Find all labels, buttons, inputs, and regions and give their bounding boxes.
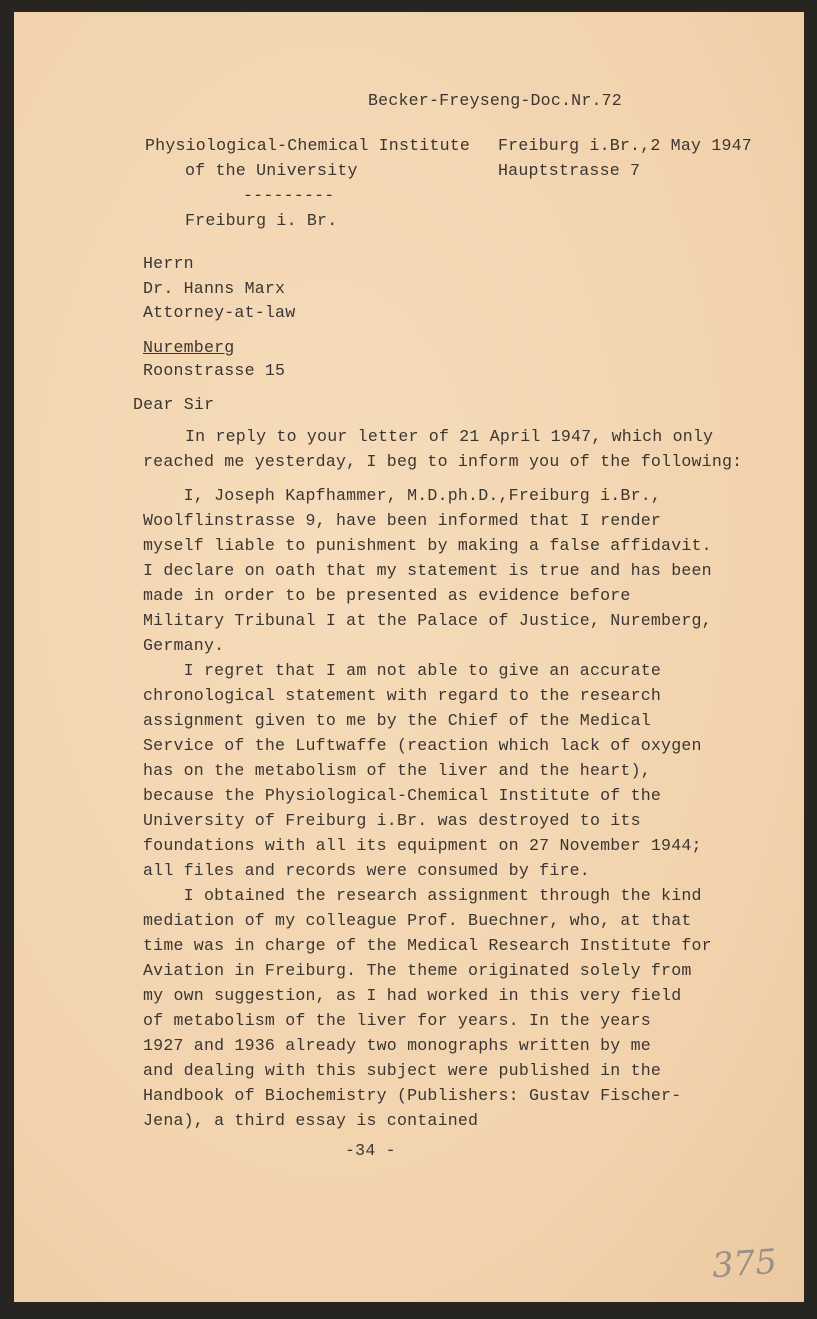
body-line: I declare on oath that my statement is true and has been xyxy=(143,561,712,580)
body-line: of metabolism of the liver for years. In the years xyxy=(143,1011,651,1030)
body-line: assignment given to me by the Chief of the Medical xyxy=(143,711,651,730)
recipient-herrn: Herrn xyxy=(143,254,194,273)
handwritten-archive-number: 375 xyxy=(710,1241,779,1287)
body-line: University of Freiburg i.Br. was destroyed to its xyxy=(143,811,641,830)
body-line: I regret that I am not able to give an accurate xyxy=(143,661,662,680)
sender-street: Hauptstrasse 7 xyxy=(498,161,641,180)
body-line: made in order to be presented as evidence before xyxy=(143,586,631,605)
body-line: Jena), a third essay is contained xyxy=(143,1111,479,1130)
body-line: all files and records were consumed by fire. xyxy=(143,861,590,880)
body-line: and dealing with this subject were published in the xyxy=(143,1061,662,1080)
body-line: mediation of my colleague Prof. Buechner, who, at that xyxy=(143,911,692,930)
body-line: foundations with all its equipment on 27 November 1944; xyxy=(143,836,702,855)
intro-line: In reply to your letter of 21 April 1947, which only xyxy=(185,427,714,446)
body-line: Handbook of Biochemistry (Publishers: Gustav Fischer- xyxy=(143,1086,682,1105)
body-line: myself liable to punishment by making a false affidavit. xyxy=(143,536,712,555)
recipient-name: Dr. Hanns Marx xyxy=(143,279,286,298)
body-line: has on the metabolism of the liver and the heart), xyxy=(143,761,651,780)
body-line: Woolflinstrasse 9, have been informed that I render xyxy=(143,511,662,530)
body-line: I, Joseph Kapfhammer, M.D.ph.D.,Freiburg i.Br., xyxy=(143,486,662,505)
document-page xyxy=(14,12,804,1302)
body-line: 1927 and 1936 already two monographs written by me xyxy=(143,1036,651,1055)
greeting: Dear Sir xyxy=(133,395,215,414)
place-date: Freiburg i.Br.,2 May 1947 xyxy=(498,136,752,155)
body-line: chronological statement with regard to the research xyxy=(143,686,662,705)
body-line: time was in charge of the Medical Research Institute for xyxy=(143,936,712,955)
body-line: I obtained the research assignment through the kind xyxy=(143,886,702,905)
sender-institute: Physiological-Chemical Institute xyxy=(145,136,471,155)
sender-city: Freiburg i. Br. xyxy=(185,211,338,230)
page-number: -34 - xyxy=(345,1141,396,1160)
recipient-street: Roonstrasse 15 xyxy=(143,361,286,380)
intro-line: reached me yesterday, I beg to inform you of the following: xyxy=(143,452,743,471)
recipient-title: Attorney-at-law xyxy=(143,303,296,322)
body-line: Germany. xyxy=(143,636,225,655)
body-line: Military Tribunal I at the Palace of Justice, Nuremberg, xyxy=(143,611,712,630)
body-line: Aviation in Freiburg. The theme originated solely from xyxy=(143,961,692,980)
sender-university: of the University xyxy=(185,161,358,180)
body-line: my own suggestion, as I had worked in this very field xyxy=(143,986,682,1005)
divider: --------- xyxy=(243,186,335,205)
body-line: Service of the Luftwaffe (reaction which lack of oxygen xyxy=(143,736,702,755)
body-line: because the Physiological-Chemical Institute of the xyxy=(143,786,662,805)
document-number: Becker-Freyseng-Doc.Nr.72 xyxy=(368,91,622,110)
recipient-city: Nuremberg xyxy=(143,338,235,357)
